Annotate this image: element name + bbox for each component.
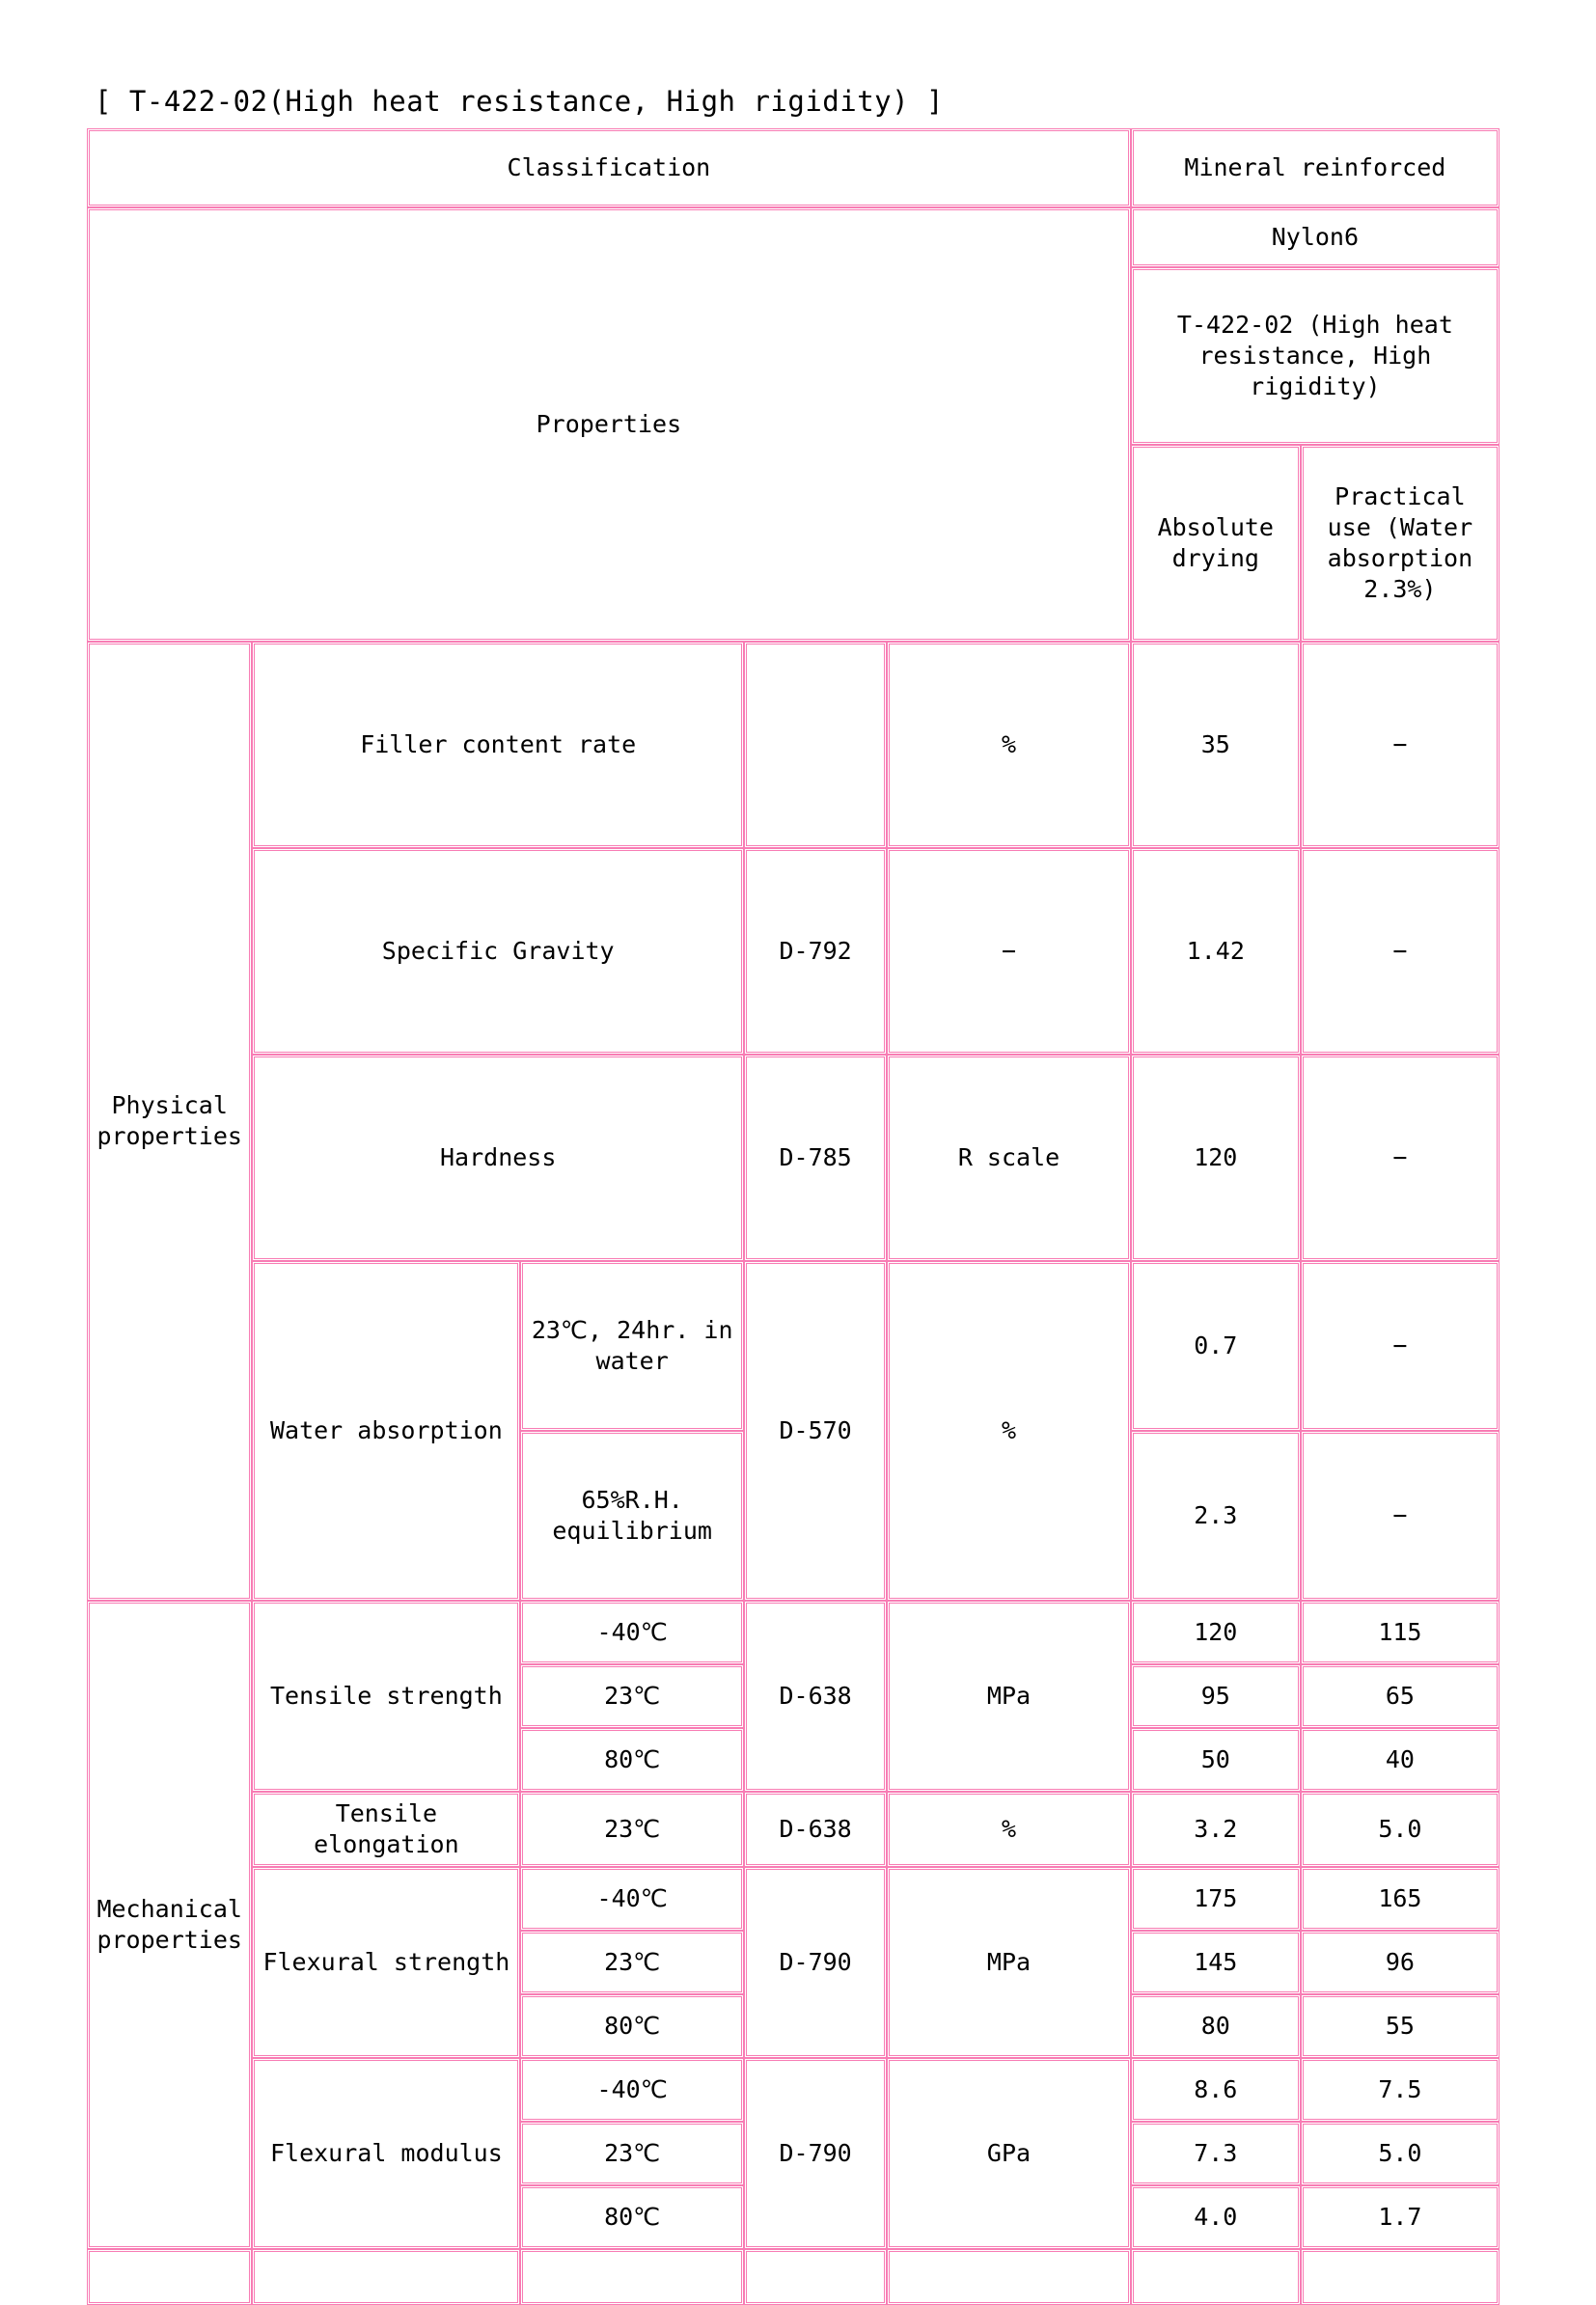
- condition-value: 23℃, 24hr. in water: [520, 1261, 744, 1431]
- unit-value: %: [887, 1261, 1131, 1601]
- condition-value: 23℃: [520, 1664, 744, 1728]
- practical-use-value: 1.7: [1301, 2185, 1500, 2249]
- absolute-drying-value: 80: [1131, 1994, 1301, 2058]
- clipped-cell: [1301, 2249, 1500, 2305]
- condition-value: 80℃: [520, 1994, 744, 2058]
- condition-value: 80℃: [520, 2185, 744, 2249]
- unit-value: %: [887, 642, 1131, 848]
- practical-use-value: 55: [1301, 1994, 1500, 2058]
- practical-use-value: 5.0: [1301, 1792, 1500, 1867]
- material-base-row: [87, 207, 1500, 267]
- clipped-cell: [1131, 2249, 1301, 2305]
- unit-value: GPa: [887, 2058, 1131, 2249]
- practical-use-value: 96: [1301, 1931, 1500, 1994]
- absolute-drying-value: 120: [1131, 1055, 1301, 1261]
- practical-use-value: −: [1301, 1431, 1500, 1601]
- astm-method: D-785: [744, 1055, 887, 1261]
- absolute-drying-value: 35: [1131, 642, 1301, 848]
- table-row: [87, 1261, 1500, 1431]
- property-name: Flexural modulus: [252, 2058, 520, 2249]
- astm-method: [744, 642, 887, 848]
- material-family-label: Mineral reinforced: [1131, 128, 1500, 207]
- absolute-drying-value: 145: [1131, 1931, 1301, 1994]
- absolute-drying-value: 7.3: [1131, 2122, 1301, 2185]
- practical-use-value: −: [1301, 1055, 1500, 1261]
- absolute-drying-value: 1.42: [1131, 848, 1301, 1055]
- condition-value: 23℃: [520, 1931, 744, 1994]
- practical-use-value: 5.0: [1301, 2122, 1500, 2185]
- property-name: Water absorption: [252, 1261, 520, 1601]
- property-name: Tensile strength: [252, 1601, 520, 1792]
- table-row-clipped: [87, 2249, 1500, 2305]
- practical-use-value: −: [1301, 642, 1500, 848]
- absolute-drying-value: 8.6: [1131, 2058, 1301, 2122]
- condition-value: 65%R.H. equilibrium: [520, 1431, 744, 1601]
- clipped-cell: [887, 2249, 1131, 2305]
- clipped-cell: [252, 2249, 520, 2305]
- condition-value: -40℃: [520, 1867, 744, 1931]
- category-physical-properties: Physical properties: [87, 642, 252, 1601]
- practical-use-label: Practical use (Water absorption 2.3%): [1301, 445, 1500, 642]
- table-row: [87, 2058, 1500, 2122]
- clipped-cell: [87, 2249, 252, 2305]
- material-base-label: Nylon6: [1131, 207, 1500, 267]
- clipped-cell: [520, 2249, 744, 2305]
- practical-use-value: 40: [1301, 1728, 1500, 1792]
- classification-header-row: [87, 128, 1500, 207]
- practical-use-value: 7.5: [1301, 2058, 1500, 2122]
- table-row: [87, 642, 1500, 848]
- property-name: Flexural strength: [252, 1867, 520, 2058]
- material-properties-table: [87, 128, 1500, 2305]
- condition-value: 23℃: [520, 1792, 744, 1867]
- grade-label: T-422-02 (High heat resistance, High rigidity): [1131, 267, 1500, 445]
- absolute-drying-value: 2.3: [1131, 1431, 1301, 1601]
- property-name: Hardness: [252, 1055, 744, 1261]
- astm-method: D-790: [744, 2058, 887, 2249]
- absolute-drying-label: Absolute drying: [1131, 445, 1301, 642]
- practical-use-value: −: [1301, 848, 1500, 1055]
- unit-value: MPa: [887, 1601, 1131, 1792]
- unit-value: −: [887, 848, 1131, 1055]
- condition-value: 23℃: [520, 2122, 744, 2185]
- condition-value: -40℃: [520, 2058, 744, 2122]
- unit-value: R scale: [887, 1055, 1131, 1261]
- absolute-drying-value: 50: [1131, 1728, 1301, 1792]
- absolute-drying-value: 4.0: [1131, 2185, 1301, 2249]
- condition-value: -40℃: [520, 1601, 744, 1664]
- absolute-drying-value: 175: [1131, 1867, 1301, 1931]
- absolute-drying-value: 0.7: [1131, 1261, 1301, 1431]
- property-name: Specific Gravity: [252, 848, 744, 1055]
- astm-method: D-792: [744, 848, 887, 1055]
- astm-method: D-638: [744, 1792, 887, 1867]
- practical-use-value: 115: [1301, 1601, 1500, 1664]
- practical-use-value: 65: [1301, 1664, 1500, 1728]
- absolute-drying-value: 120: [1131, 1601, 1301, 1664]
- classification-label: Classification: [87, 128, 1131, 207]
- astm-method: D-790: [744, 1867, 887, 2058]
- absolute-drying-value: 95: [1131, 1664, 1301, 1728]
- table-row: [87, 1055, 1500, 1261]
- property-name: Filler content rate: [252, 642, 744, 848]
- practical-use-value: −: [1301, 1261, 1500, 1431]
- astm-method: D-638: [744, 1601, 887, 1792]
- table-row: [87, 1867, 1500, 1931]
- clipped-cell: [744, 2249, 887, 2305]
- table-row: [87, 848, 1500, 1055]
- category-mechanical-properties: Mechanical properties: [87, 1601, 252, 2249]
- astm-method: D-570: [744, 1261, 887, 1601]
- condition-value: 80℃: [520, 1728, 744, 1792]
- property-name: Tensile elongation: [252, 1792, 520, 1867]
- practical-use-value: 165: [1301, 1867, 1500, 1931]
- table-row: [87, 1792, 1500, 1867]
- absolute-drying-value: 3.2: [1131, 1792, 1301, 1867]
- table-row: [87, 1601, 1500, 1664]
- unit-value: MPa: [887, 1867, 1131, 2058]
- properties-label: Properties: [87, 207, 1131, 642]
- unit-value: %: [887, 1792, 1131, 1867]
- page-title: [ T-422-02(High heat resistance, High rigidity) ]: [95, 85, 945, 118]
